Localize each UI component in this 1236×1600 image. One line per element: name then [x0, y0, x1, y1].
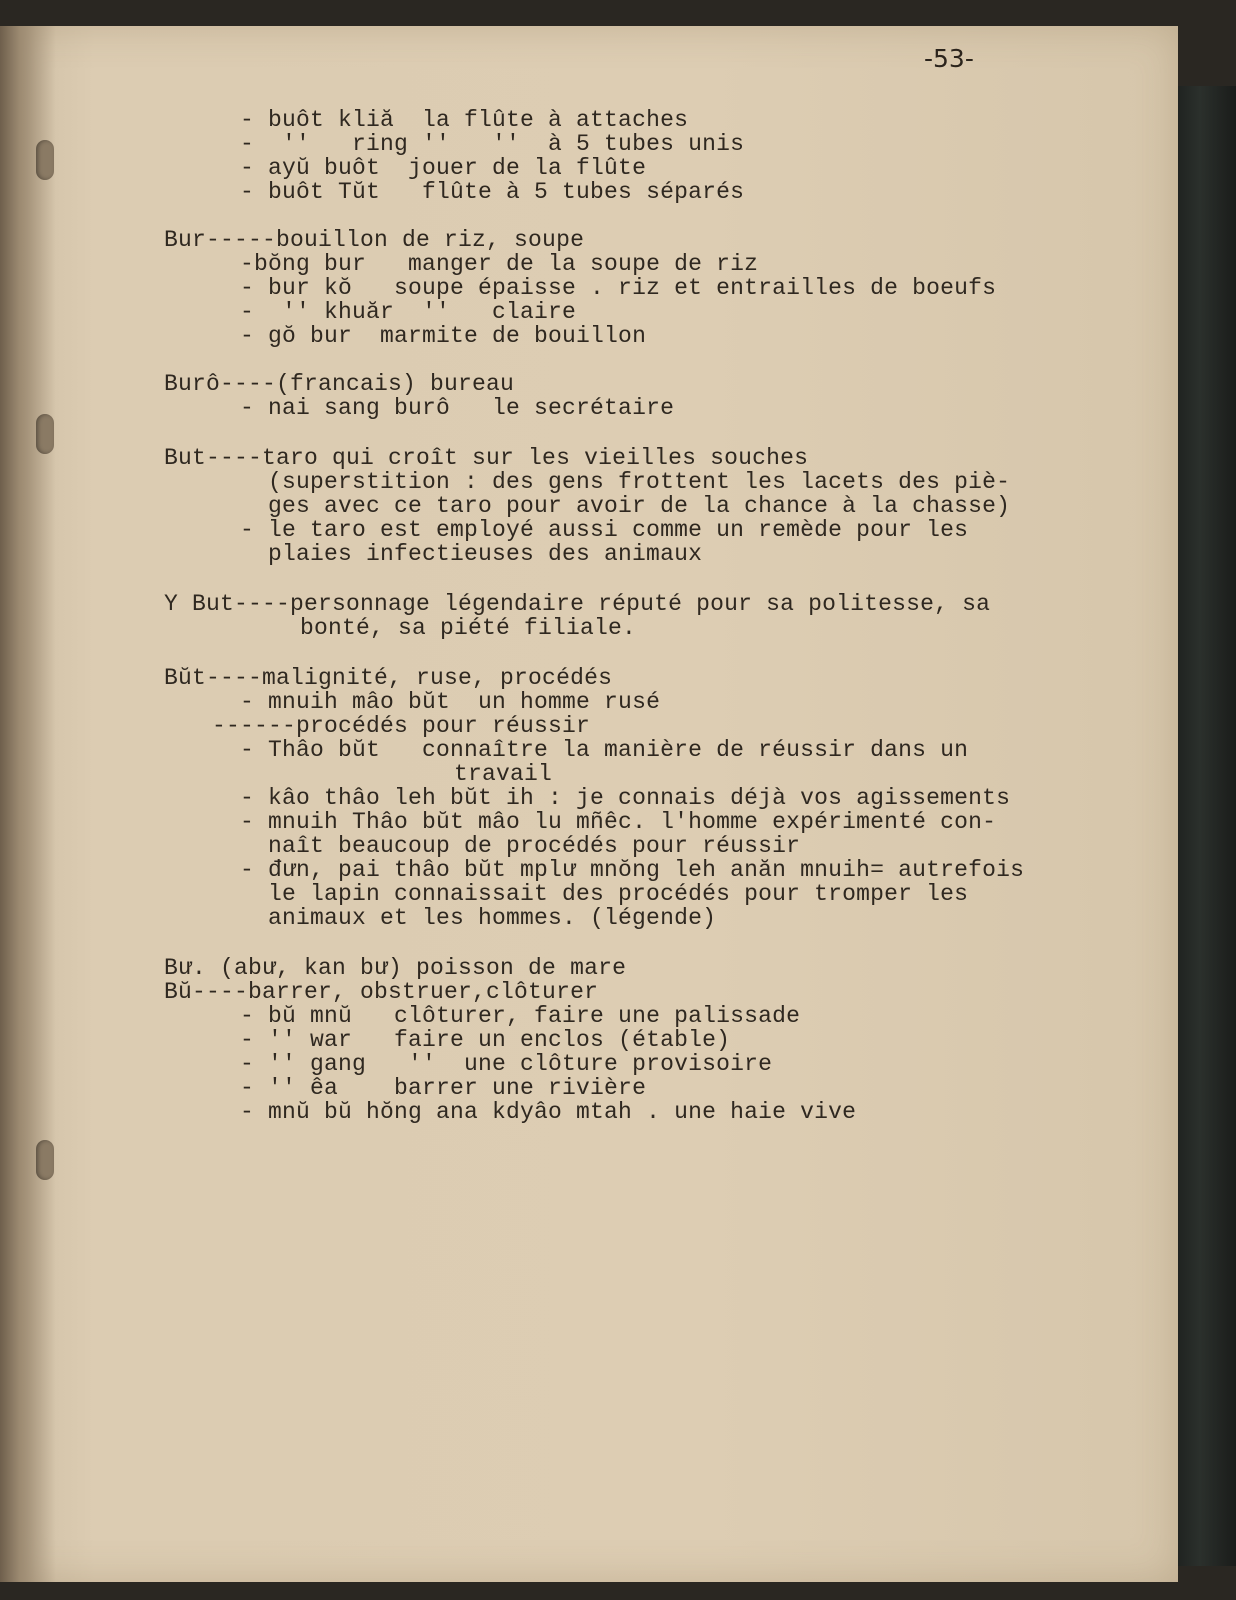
binder-cover: [1176, 86, 1236, 1566]
entry-headword-line: Bŭt----malignité, ruse, procédés: [164, 665, 613, 691]
entry-line: - nai sang burô le secrétaire: [240, 395, 675, 421]
entry-line: plaies infectieuses des animaux: [268, 541, 703, 567]
entry-line: bonté, sa piété filiale.: [300, 615, 637, 641]
entry-headword-line: Bư. (abư, kan bư) poisson de mare: [164, 955, 627, 981]
page-gutter: [0, 26, 56, 1582]
entry-line: naît beaucoup de procédés pour réussir: [268, 833, 801, 859]
entry-headword-line: Burô----(francais) bureau: [164, 371, 515, 397]
entry-line: - mnuih mâo bŭt un homme rusé: [240, 689, 661, 715]
entry-line: - Thâo bŭt connaître la manière de réussir dans un: [240, 737, 969, 763]
entry-line: travail: [454, 761, 553, 787]
entry-line: - '' war faire un enclos (étable): [240, 1027, 731, 1053]
entry-line: ------procédés pour réussir: [212, 713, 591, 739]
entry-line: - mnuih Thâo bŭt mâo lu mñêc. l'homme expérimenté con-: [240, 809, 997, 835]
entry-line: - '' khuăr '' claire: [240, 299, 577, 325]
entry-headword-line: Bŭ----barrer, obstruer,clôturer: [164, 979, 599, 1005]
entry-line: - kâo thâo leh bŭt ih : je connais déjà vos agissements: [240, 785, 1011, 811]
entry-line: - '' gang '' une clôture provisoire: [240, 1051, 773, 1077]
entry-line: animaux et les hommes. (légende): [268, 905, 717, 931]
entry-line: - ayŭ buôt jouer de la flûte: [240, 155, 647, 181]
entry-line: - '' êa barrer une rivière: [240, 1075, 647, 1101]
binding-hole: [36, 1140, 54, 1180]
binding-hole: [36, 414, 54, 454]
entry-line: - bŭ mnŭ clôturer, faire une palissade: [240, 1003, 801, 1029]
entry-headword-line: But----taro qui croît sur les vieilles souches: [164, 445, 809, 471]
entry-line: ges avec ce taro pour avoir de la chance à la chasse): [268, 493, 1011, 519]
entry-line: - đưn, pai thâo bŭt mplư mnŏng leh anăn mnuih= autrefois: [240, 857, 1025, 883]
entry-headword-line: Y But----personnage légendaire réputé pour sa politesse, sa: [164, 591, 991, 617]
entry-line: - buôt Tŭt flûte à 5 tubes séparés: [240, 179, 745, 205]
entry-line: le lapin connaissait des procédés pour tromper les: [268, 881, 969, 907]
entry-line: - le taro est employé aussi comme un remède pour les: [240, 517, 969, 543]
entry-line: - buôt kliă la flûte à attaches: [240, 107, 689, 133]
page-number: -53-: [924, 44, 974, 73]
entry-line: - mnŭ bŭ hŏng ana kdyâo mtah . une haie vive: [240, 1099, 857, 1125]
entry-line: - '' ring '' '' à 5 tubes unis: [240, 131, 745, 157]
entry-headword-line: Bur-----bouillon de riz, soupe: [164, 227, 585, 253]
entry-line: -bŏng bur manger de la soupe de riz: [240, 251, 759, 277]
entry-line: - gŏ bur marmite de bouillon: [240, 323, 647, 349]
entry-line: - bur kŏ soupe épaisse . riz et entrailles de boeufs: [240, 275, 997, 301]
entry-line: (superstition : des gens frottent les lacets des piè-: [268, 469, 1011, 495]
binding-hole: [36, 140, 54, 180]
